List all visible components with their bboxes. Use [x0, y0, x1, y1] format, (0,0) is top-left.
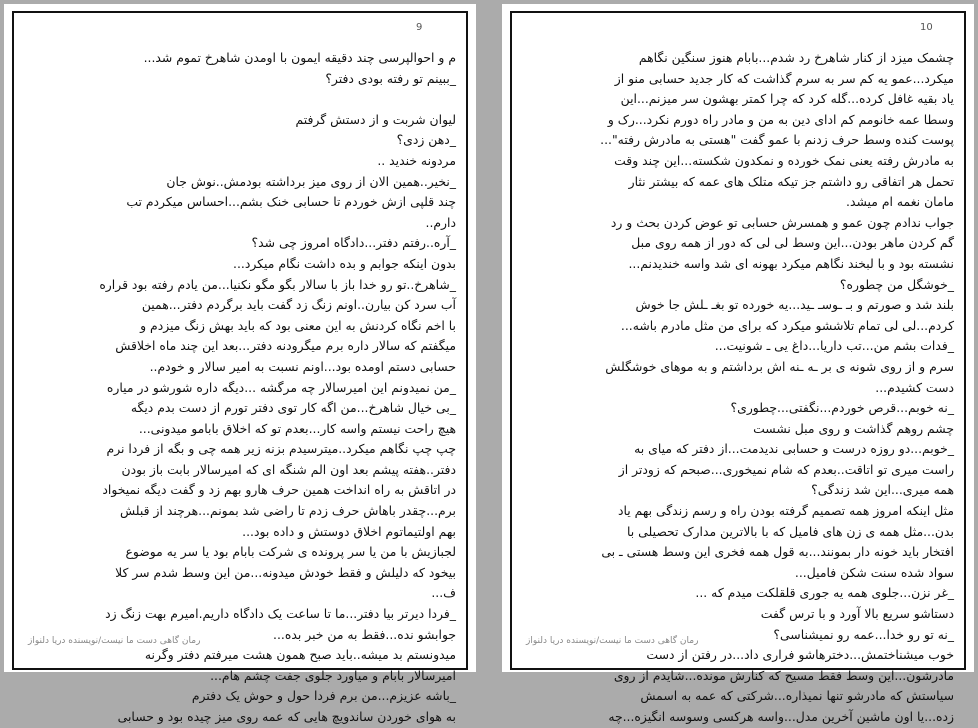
text-line: مامان نغمه ام میشد.: [846, 194, 954, 210]
text-line: آب سرد کن بیارن..اونم زنگ زد گفت باید برگردم دفتر...همین: [141, 297, 456, 313]
text-line: راست میری تو اتاقت..بعدم که شام نمیخوری...صبحم که زودتر از: [618, 461, 954, 477]
text-line: به هوای خوردن ساندویچ هایی که عمه روی میز چیده بود و حسابی: [117, 709, 456, 724]
text-line: همه میری...این شد زندگی؟: [811, 482, 954, 498]
text-line: بلند شد و صورتم و بـ ـوسـ ـید...یه خورده تو بغـ ـلش جا خوش: [635, 297, 954, 313]
text-line: دستاشو سریع بالا آورد و با ترس گفت: [760, 606, 954, 622]
text-line: _من نمیدونم این امیرسالار چه مرگشه ...دیگه داره شورشو در میاره: [106, 379, 456, 395]
text-line: _دهن زدی؟: [396, 132, 456, 148]
text-line: _شاهرخ..تو رو خدا باز با سالار بگو مگو نکنیا...من یادم رفته بود قراره: [99, 276, 456, 292]
text-line: مادرشون...این وسط فقط مسیح که کنارش مونده...شایدم از روی: [613, 667, 954, 683]
text-line: میگفتم که سالار داره برم میگرودنه دفتر...بعد این چند ماه اخلاقش: [115, 338, 456, 354]
text-line: به مادرش رفته یعنی نمک خورده و نمکدون شکسته...این چند وقت: [614, 152, 954, 168]
text-line: امیرسالار بابام و میاورد جلوی جفت چشم هام...: [210, 667, 456, 683]
text-line: دفتر..هفته پیشم بعد اون الم شنگه ای که امیرسالار بابت باز بودن: [121, 461, 456, 477]
text-line: دارم..: [425, 214, 456, 230]
text-line: چشمک میزد از کنار شاهرخ رد شدم...بابام هنوز سنگین نگاهم: [638, 50, 954, 65]
book-page-left: [4, 4, 476, 724]
text-line: _خوشگل من چطوره؟: [839, 276, 954, 292]
text-line: _بی خیال شاهرخ...من اگه کار توی دفتر تورم از دست بدم دیگه: [130, 400, 456, 416]
text-line: _نه تو رو خدا...عمه رو نمیشناسی؟: [773, 626, 954, 642]
text-line: _نخیر..همین الان از روی میز برداشته بودمش..نوش جان: [166, 173, 456, 189]
text-line: سرم و از روی شونه ی بر ـه ـنه اش برداشتم و به موهای خوشگلش: [605, 358, 954, 374]
text-line: سیاستش که مادرشو تنها نمیذاره...شرکتی که عمه به اسمش: [640, 688, 954, 704]
text-line: م و احوالپرسی چند دقیقه ایمون با اومدن شاهرخ تموم شد...: [143, 50, 456, 65]
text-line: [24, 89, 456, 110]
text-line: جوابشو نده...فقط به من خبر بده...: [273, 626, 456, 642]
text-line: کردم...لی لی تمام تلاششو میکرد که برای من مثل مادرم باشه...: [620, 317, 954, 333]
text-line: ف...: [431, 585, 456, 601]
text-line: دست کشیدم...: [875, 379, 954, 395]
text-line: جواب ندادم چون عمو و همسرش حسابی تو عوض کردن بحث و رد: [610, 214, 954, 230]
text-line: پوست کنده وسط حرف زدنم با عمو گفت "هستی به مادرش رفته"...: [600, 132, 954, 148]
text-line: خوب میشناختمش...دخترهاشو فراری داد...در رفتن از دست: [646, 647, 954, 663]
text-line: لیوان شربت و از دستش گرفتم: [295, 111, 456, 127]
text-line: چپ چپ نگاهم میکرد..میترسیدم بزنه زیر همه چی و بگه از فردا نرم: [106, 441, 456, 457]
text-line: در اتاقش به راه انداخت همین حرف هارو بهم زد و گفت دیگه نمیخواد: [102, 482, 456, 498]
text-line: _نه خوبم...قرص خوردم...نگفتی...چطوری؟: [730, 400, 954, 416]
text-line: _فدات بشم من...تب داریا...داغ یی ـ شونیت...: [714, 338, 954, 354]
text-line: چند قلپی ازش خوردم تا حسابی خنک بشم...احساس میکردم تب: [126, 194, 456, 210]
text-line: میکرد...عمو یه کم سر به سرم گذاشت که کار جدید حسابی منو از: [614, 70, 954, 86]
page-number: 10: [920, 22, 933, 33]
text-line: سواد شده سنت شکن فامیل...: [794, 564, 954, 580]
text-line: بدن...مثل همه ی زن های فامیل که با بالاترین مدارک تحصیلی با: [626, 523, 954, 539]
text-line: _فردا دیرتر بیا دفتر...ما تا ساعت یک دادگاه داریم.امیرم بهت زنگ زد: [105, 606, 456, 622]
text-line: تحمل هر اتفاقی رو داشتم جز تیکه متلک های عمه که بیشتر نثار: [628, 173, 954, 189]
text-line: یاد بقیه غافل کرده...گله کرد که چرا کمتر بهشون سر میزنم...این: [620, 91, 954, 107]
text-line: افتخار باید خونه دار بمونند...به قول همه فخری این وسط هستی ـ بی: [601, 544, 954, 560]
text-line: زده...یا اون ماشین آخرین مدل...واسه هرکسی وسوسه انگیزه...چه: [608, 709, 954, 724]
text-line: _باشه عزیزم...من برم فردا حول و حوش یک دفترم: [191, 688, 456, 704]
text-line: چشم روهم گذاشت و روی مبل نشست: [753, 420, 954, 436]
text-line: گم کردن ماهر بودن...این وسط لی لی که دور از همه روی مبل: [631, 235, 954, 251]
page-number: 9: [416, 22, 423, 33]
text-line: _ببینم تو رفته بودی دفتر؟: [325, 70, 456, 86]
text-line: بهم اولتیماتوم اخلاق دوستش و داده بود...: [242, 523, 456, 539]
text-line: _غر نزن...جلوی همه یه جوری قلقلکت میدم که ...: [695, 585, 954, 601]
book-page-right: [502, 4, 974, 724]
text-line: هیچ راحت نیستم واسه کار...بعدم تو که اخلاق بابامو میدونی...: [138, 420, 456, 436]
text-line: _خوبم...دو روزه درست و حسابی ندیدمت...از دفتر که میای به: [634, 441, 954, 457]
text-line: بیخود که دلیلش و فقط خودش میدونه...من این وسط شدم سر کلا: [115, 564, 456, 580]
text-line: لجبازیش با من یا سر پرونده ی شرکت بابام بود یا سر یه موضوع: [125, 544, 456, 560]
text-line: بدون اینکه جوابم و بده داشت نگام میکرد...: [233, 255, 456, 271]
text-line: مثل اینکه امروز همه تصمیم گرفته بودن راه و رسم زندگی بهم یاد: [617, 503, 954, 519]
page-footer: رمان گاهی دست ما نیست/نویسنده دریا دلنواز: [526, 636, 699, 646]
text-line: با اخم نگاه کردنش به این معنی بود که باید بهش زنگ میزدم و: [140, 317, 456, 333]
text-line: مردونه خندید ..: [377, 152, 456, 168]
text-line: برم...چقدر باهاش حرف زدم تا راضی شد بمونم...هرچند از قبلش: [120, 503, 456, 519]
text-line: _آره..رفتم دفتر...دادگاه امروز چی شد؟: [251, 235, 456, 251]
text-line: نشسته بود و با لبخند نگاهم میکرد بهونه ای شد واسه خندیدنم...: [628, 255, 954, 271]
page-footer: رمان گاهی دست ما نیست/نویسنده دریا دلنواز: [28, 636, 201, 646]
text-line: میدونستم بد میشه..باید صبح همون هشت میرفتم دفتر وگرنه: [144, 647, 456, 663]
text-line: وسطا عمه خانومم کم ادای دین به من و مادر راه دورم نکرد...رک و: [607, 111, 954, 127]
text-line: حسابی دستم اومده بود...اونم نسبت به امیر سالار و خودم..: [149, 358, 456, 374]
